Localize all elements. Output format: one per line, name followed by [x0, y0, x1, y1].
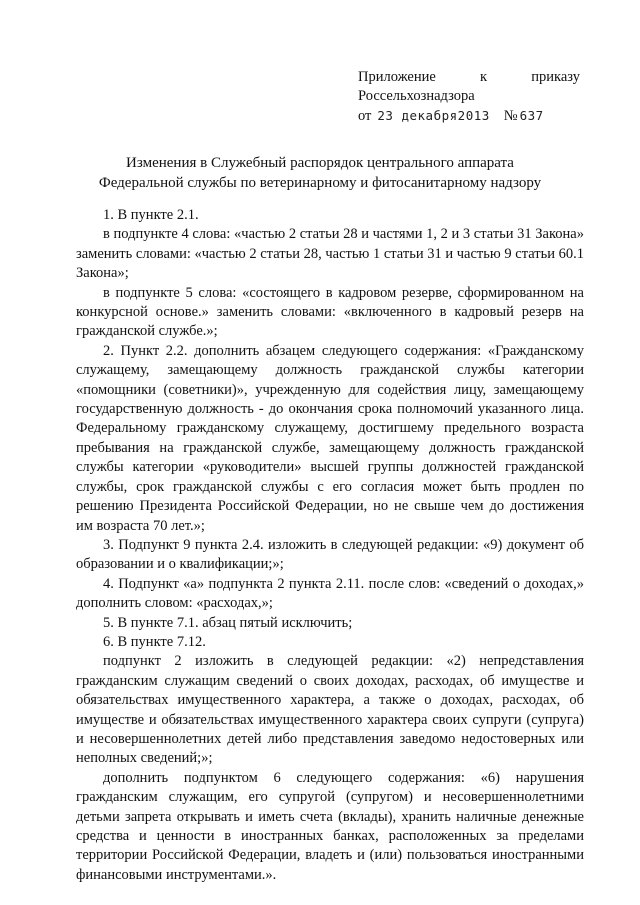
paragraph-item-2: 2. Пункт 2.2. дополнить абзацем следующего содержания: «Гражданскому служащему, замещающему должность гражданской службы категории «помощники (советники)», учрежденную для содействия лицу, замещающему государственную должность - до окончания срока полномочий указанного лица. Федеральному гражданскому служащему, достигшему предельного возраста пребывания на гражданской службе, замещающему должность гражданской службы категории «руководители» высшей группы должностей гражданской службы, срок гражданской службы с его согласия может быть продлен по решению Президента Российской Федерации, но не свыше чем до достижения им возраста 70 лет.»; [76, 342, 584, 534]
paragraph-subitem-6-add: дополнить подпунктом 6 следующего содержания: «6) нарушения гражданским служащим, его супругой (супругом) и несовершеннолетними детьми запрета открывать и иметь счета (вклады), хранить наличные денежные средства и ценности в иностранных банках, расположенных за пределами территории Российской Федерации, владеть и (или) пользоваться иностранными финансовыми инструментами.». [76, 769, 584, 883]
document-title [76, 153, 564, 193]
appendix-header [358, 68, 580, 126]
appendix-word-k: к [480, 69, 488, 85]
paragraph-item-4: 4. Подпункт «а» подпункта 2 пункта 2.11. после слов: «сведений о доходах,» дополнить словом: «расходах,»; [76, 575, 584, 612]
title-line-2: Федеральной службы по ветеринарному и фитосанитарному надзору [98, 175, 542, 191]
order-number: 637 [519, 108, 544, 123]
date-prefix: от [358, 108, 372, 124]
appendix-date-line [358, 106, 580, 126]
appendix-line-1 [358, 68, 580, 87]
document-body [76, 206, 584, 885]
paragraph-item-1: 1. В пункте 2.1. [103, 207, 199, 223]
appendix-agency: Россельхознадзора [358, 88, 475, 104]
paragraph-item-3: 3. Подпункт 9 пункта 2.4. изложить в следующей редакции: «9) документ об образовании и о квалификации;»; [76, 536, 584, 573]
order-date: 23 декабря2013 [377, 108, 490, 123]
paragraph-subitem-5: в подпункте 5 слова: «состоящего в кадровом резерве, сформированном на конкурсной основе.» заменить словами: «включенного в кадровый резерв на гражданской службе.»; [76, 284, 584, 340]
paragraph-item-5: 5. В пункте 7.1. абзац пятый исключить; [103, 614, 353, 631]
paragraph-subitem-4: в подпункте 4 слова: «частью 2 статьи 28 и частями 1, 2 и 3 статьи 31 Закона» заменить словами: «частью 2 статьи 28, частью 1 статьи 31 и частью 9 статьи 60.1 Закона»; [76, 226, 584, 282]
appendix-word-prilozhenie: Приложение [358, 69, 436, 85]
paragraph-subitem-2-new: подпункт 2 изложить в следующей редакции: «2) непредставления гражданским служащим сведений о своих доходах, расходах, об имуществе и обязательствах имущественного характера, а также о доходах, расходах, об имуществе и обязательствах имущественного характера своих супруги (супруга) и несовершеннолетних детей либо представления заведомо недостоверных или неполных сведений;»; [76, 653, 584, 767]
title-line-1: Изменения в Служебный распорядок центрального аппарата [126, 155, 514, 171]
appendix-word-prikazu: приказу [531, 69, 580, 85]
number-sign: № [503, 108, 518, 124]
paragraph-item-6: 6. В пункте 7.12. [103, 633, 206, 650]
